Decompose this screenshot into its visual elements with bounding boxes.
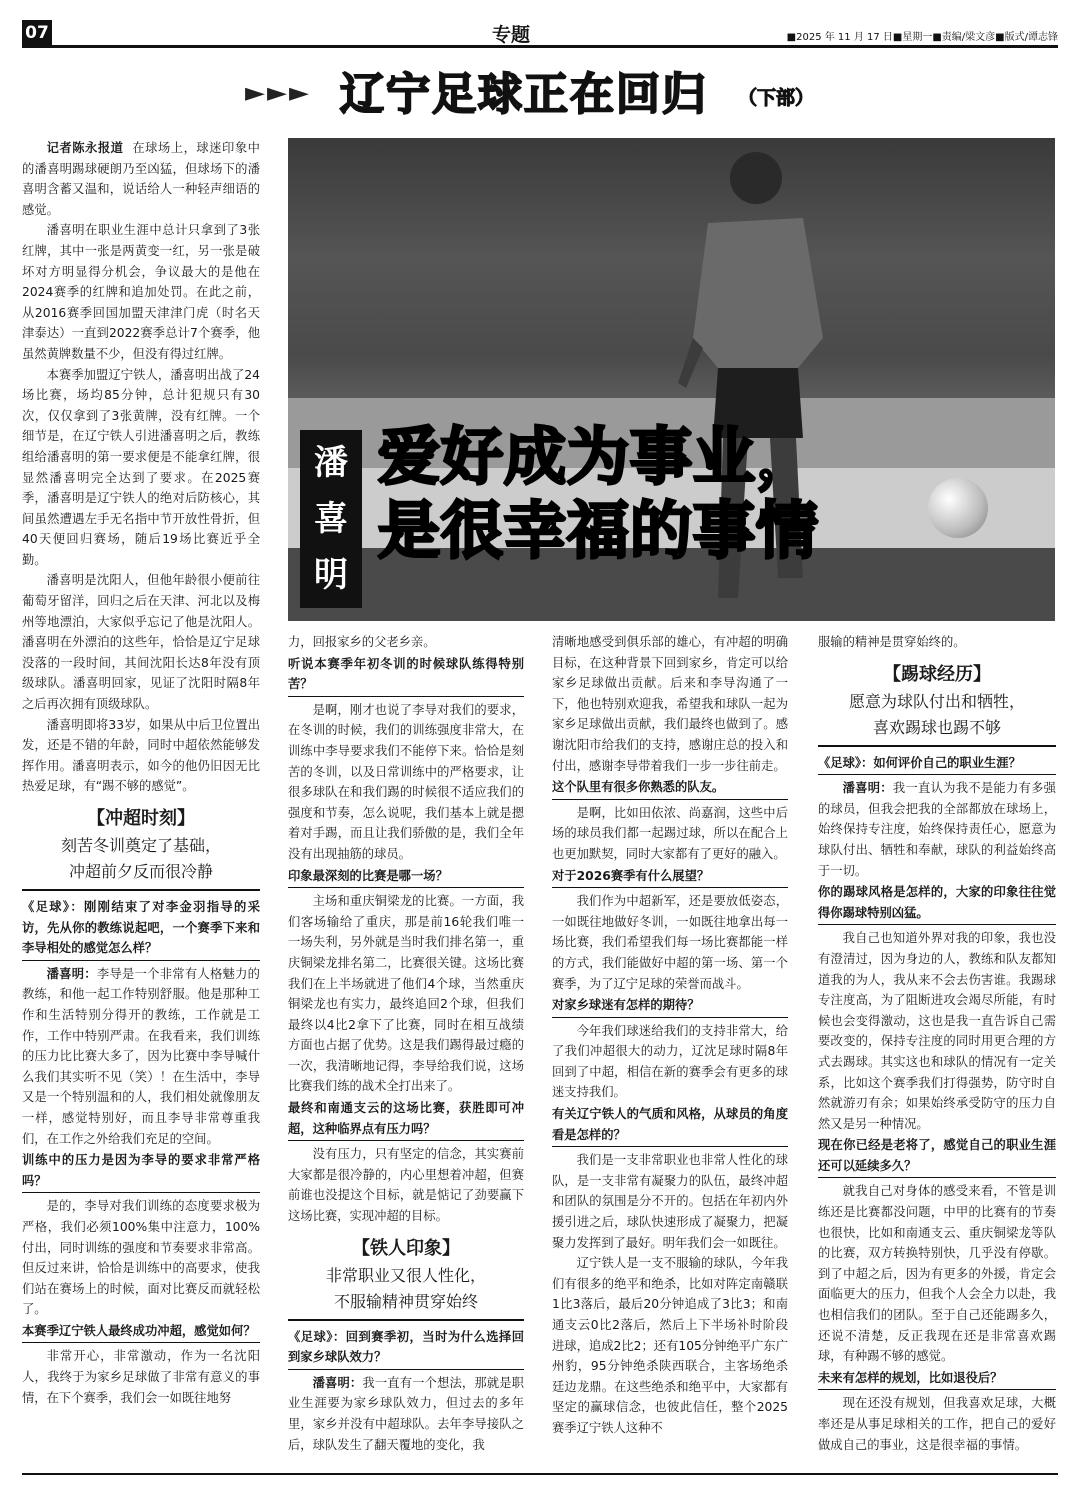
paragraph: 潘喜明是沈阳人，但他年龄很小便前往葡萄牙留洋，回归之后在天津、河北以及梅州等地漂泊，大家似乎忘记了他是沈阳人。潘喜明在外漂泊的这些年，恰恰是辽宁足球没落的一段时间，其间沈阳长达8年没有顶级球队。潘喜明回家，见证了沈阳时隔8年之后再次拥有顶级球队。 [22, 573, 260, 712]
question: 现在你已经是老将了，感觉自己的职业生涯还可以延续多久？ [818, 1135, 1056, 1178]
question: 这个队里有很多你熟悉的队友。 [552, 777, 788, 800]
section-subheading: 非常职业又很人性化， 不服输精神贯穿始终 [288, 1263, 524, 1321]
answer: 就我自己对身体的感受来看，不管是训练还是比赛都没问题，中甲的比赛有的节奏也很快，比如和南通支云、重庆铜梁龙等队的比赛，双方转换特别快，几乎没有停歇。到了中超之后，因为有更多的外援，肯定会面临更大的压力，但我个人会全力以赴，我也相信我们的团队。至于自己还能踢多久，还说不清楚，反正我现在还是非常喜欢踢球，有种踢不够的感觉。 [818, 1184, 1056, 1364]
intro-paragraph: 记者陈永报道 在球场上，球迷印象中的潘喜明踢球硬朗乃至凶猛，但球场下的潘喜明含蓄又温和，说话给人一种轻声细语的感觉。 [22, 141, 260, 217]
question: 印象最深刻的比赛是哪一场？ [288, 866, 524, 889]
paragraph: 本赛季加盟辽宁铁人，潘喜明出战了24场比赛，场均85分钟，总计犯规只有30次，仅仅拿到了3张黄牌，没有红牌。一个细节是，在辽宁铁人引进潘喜明之后，教练组给潘喜明的第一要求便是不能拿红牌，很显然潘喜明完全达到了要求。在2025赛季，潘喜明是辽宁铁人的绝对后防核心，其间虽然遭遇左手无名指中节开放性骨折，但40天便回归赛场，随后19场比赛近乎全勤。 [22, 367, 260, 567]
section-heading: 【铁人印象】 [352, 1237, 460, 1259]
column-3 [552, 632, 788, 1468]
section-heading: 【踢球经历】 [883, 663, 991, 685]
answer: 潘喜明：我一直认为我不是能力有多强的球员，但我会把我的全部都放在球场上，始终保持专注度，始终保持责任心，愿意为球队付出、牺牲和奉献，球队的利益始终高于一切。 [818, 781, 1056, 878]
headline-line-1: 爱好成为事业， [378, 420, 820, 493]
answer: 没有压力，只有坚定的信念，其实赛前大家都是很冷静的，内心里想着冲超，但赛前谁也没提这个目标，就是惦记了劲要赢下这场比赛，实现冲超的目标。 [288, 1147, 524, 1224]
byline: 记者陈永报道 [46, 141, 124, 155]
answer: 潘喜明：李导是一个非常有人格魅力的教练，和他一起工作特别舒服。他是那种工作和生活特别分得开的教练，工作就是工作，工作中特别严肃。在我看来，我们训练的压力比比赛大多了，因为比赛中李导喊什么我们其实听不见（笑）！在生活中，李导又是一个特别温和的人，我们相处就像朋友一样，感觉特别好，而且李导非常尊重我们，在工作之外给我们充足的空间。 [22, 966, 260, 1146]
headline-line-2: 是很幸福的事情 [378, 494, 820, 567]
page-number: 07 [22, 20, 52, 46]
section-subheading: 愿意为球队付出和牺牲， 喜欢踢球也踢不够 [818, 689, 1056, 747]
answer: 是啊，刚才也说了李导对我们的要求，在冬训的时候，我们的训练强度非常大，在训练中李导要求我们不能停下来。恰恰是刻苦的冬训，以及日常训练中的严格要求，让很多球队在和我们踢的时候很不适应我们的强度和节奏，怎么说呢，我们基本上就是摁着对手踢，而且让我们骄傲的是，我们全年没有出现抽筋的球员。 [288, 702, 524, 861]
column-2 [288, 632, 524, 1468]
banner-title: 辽宁足球正在回归 [340, 69, 708, 120]
question: 有关辽宁铁人的气质和风格，从球员的角度看是怎样的？ [552, 1104, 788, 1147]
answer: 潘喜明：我一直有一个想法，那就是职业生涯要为家乡球队效力，但过去的多年里，家乡并没有中超球队。去年李导接队之后，球队发生了翻天覆地的变化，我 [288, 1375, 524, 1452]
section-box [288, 1235, 524, 1321]
answer: 现在还没有规划，但我喜欢足球，大概率还是从事足球相关的工作，把自己的爱好做成自己的事业，这是很幸福的事情。 [818, 1396, 1056, 1452]
section-subheading: 刻苦冬训奠定了基础， 冲超前夕反而很冷静 [22, 833, 260, 891]
question: 你的踢球风格是怎样的，大家的印象往往觉得你踢球特别凶猛。 [818, 882, 1056, 925]
paragraph: 潘喜明在职业生涯中总计只拿到了3张红牌，其中一张是两黄变一红，另一张是破坏对方明显得分机会，争议最大的是他在2024赛季的红牌和追加处罚。在此之前，从2016赛季回国加盟天津津门虎（时名天津泰达）一直到2022赛季总计7个赛季，他虽然黄牌数量不少，但没有得过红牌。 [22, 223, 260, 361]
bottom-rule [22, 1473, 1058, 1475]
section-heading: 【冲超时刻】 [87, 808, 195, 829]
player-name: 潘喜明 [300, 430, 362, 608]
answer: 是的，李导对我们训练的态度要求极为严格，我们必须100%集中注意力，100%付出，同时训练的强度和节奏要求非常高。但反过来讲，恰恰是训练中的高要求，使我们站在赛场上的时候，面对比赛反而就轻松了。 [22, 1199, 260, 1317]
section-name: 专题 [492, 24, 531, 46]
section-box [22, 805, 260, 891]
answer: 是啊，比如田依浓、尚嘉润，这些中后场的球员我们都一起踢过球，所以在配合上也更加默契，同时大家都有了更好的融入。 [552, 805, 788, 861]
issue-meta: ■2025 年 11 月 17 日■星期一■责编/梁文彦■版式/谭志锋 [786, 32, 1058, 43]
answer: 我自己也知道外界对我的印象，我也没有澄清过，因为身边的人，教练和队友都知道我的为人，我从来不会去伤害谁。我踢球专注度高，为了阻断进攻会竭尽所能，有时候也会变得激动，这也是我一直告诉自己需要改变的，保持专注度的同时用更合理的方式去踢球。其实这也和球队的情况有一定关系，比如这个赛季我们打得强势，防守时自然就游刃有余；如果始终承受防守的压力自然又是另一种情况。 [818, 931, 1056, 1131]
column-4 [818, 632, 1056, 1468]
banner-part: （下部） [738, 87, 815, 109]
question: 《足球》：回到赛季初，当时为什么选择回到家乡球队效力？ [288, 1327, 524, 1370]
question: 对家乡球迷有怎样的期待？ [552, 995, 788, 1018]
answer: 我们是一支非常职业也非常人性化的球队，是一支非常有凝聚力的队伍，最终冲超和团队的氛围是分不开的。包括在年初内外援引进之后，球队快速形成了凝聚力，把凝聚力发挥到了最好。明年我们会一如既往。 [552, 1153, 788, 1250]
question: 未来有怎样的规划，比如退役后？ [818, 1368, 1056, 1391]
paragraph: 力，回报家乡的父老乡亲。 [288, 635, 436, 649]
paragraph: 辽宁铁人是一支不服输的球队，今年我们有很多的绝平和绝杀，比如对阵定南赣联1比3落后，最后20分钟追成了3比3；和南通支云0比2落后，然后上下半场补时阶段进球，追成2比2；还有105分钟绝平广东广州豹，95分钟绝杀陕西联合，主客场绝杀廷边龙鼎。在这些绝杀和绝平中，大家都有坚定的赢球信念，也彼此信任，整个2025赛季辽宁铁人这种不 [552, 1256, 788, 1435]
question: 听说本赛季年初冬训的时候球队练得特别苦？ [288, 654, 524, 697]
answer: 我们作为中超新军，还是要放低姿态，一如既往地做好冬训，一如既往地拿出每一场比赛，我们希望我们每一场比赛都能一样的方式，我们能做好中超的第一场、第一个赛季，为了辽宁足球的荣誉而战斗。 [552, 894, 788, 991]
banner-arrows-icon: ►►► [245, 78, 311, 108]
question: 最终和南通支云的这场比赛，获胜即可冲超，这种临界点有压力吗？ [288, 1098, 524, 1141]
question: 对于2026赛季有什么展望？ [552, 866, 788, 889]
paragraph: 潘喜明即将33岁，如果从中后卫位置出发，还是不错的年龄，同时中超依然能够发挥作用。潘喜明表示，如今的他仍旧因无比热爱足球，有“踢不够的感觉”。 [22, 717, 260, 794]
question: 训练中的压力是因为李导的要求非常严格吗？ [22, 1150, 260, 1193]
paragraph: 清晰地感受到俱乐部的雄心，有冲超的明确目标，在这种背景下回到家乡，肯定可以给家乡足球做出贡献。后来和李导沟通了一下，他也特别欢迎我，希望我和球队一起为家乡足球做出贡献，我们最终也做到了。感谢沈阳市给我们的支持，感谢庄总的投入和付出，感谢李导带着我们一步一步往前走。 [552, 635, 788, 773]
column-1 [22, 138, 260, 1468]
feature-headline [378, 420, 819, 568]
section-box [818, 661, 1056, 747]
page-header [22, 16, 1058, 48]
paragraph: 服输的精神是贯穿始终的。 [818, 635, 966, 649]
answer: 非常开心，非常激动，作为一名沈阳人，我终于为家乡足球做了非常有意义的事情，在下个赛季，我们会一如既往地努 [22, 1349, 260, 1405]
question: 《足球》：如何评价自己的职业生涯？ [818, 753, 1056, 776]
football [928, 478, 988, 538]
question: 本赛季辽宁铁人最终成功冲超，感觉如何？ [22, 1321, 260, 1344]
answer: 主场和重庆铜梁龙的比赛。一方面，我们客场输给了重庆，那是前16轮我们唯一一场失利，另外就是当时我们排名第一，重庆铜梁龙排名第二，比赛很关键。这场比赛我们在上半场就进了他们4个球，当然重庆铜梁龙也有实力，最终追回2个球，但我们最终以4比2拿下了比赛，同时在相互战绩方面也占据了优势。这是我们踢得最过瘾的一次，我清晰地记得，李导给我们说，这场比赛我们练的战术全打出来了。 [288, 894, 524, 1094]
answer: 今年我们球迷给我们的支持非常大，给了我们冲超很大的动力，辽沈足球时隔8年回到了中超，相信在新的赛季会有更多的球迷支持我们。 [552, 1023, 788, 1100]
question: 《足球》：刚刚结束了对李金羽指导的采访，先从你的教练说起吧，一个赛季下来和李导相处的感觉怎么样？ [22, 897, 260, 961]
